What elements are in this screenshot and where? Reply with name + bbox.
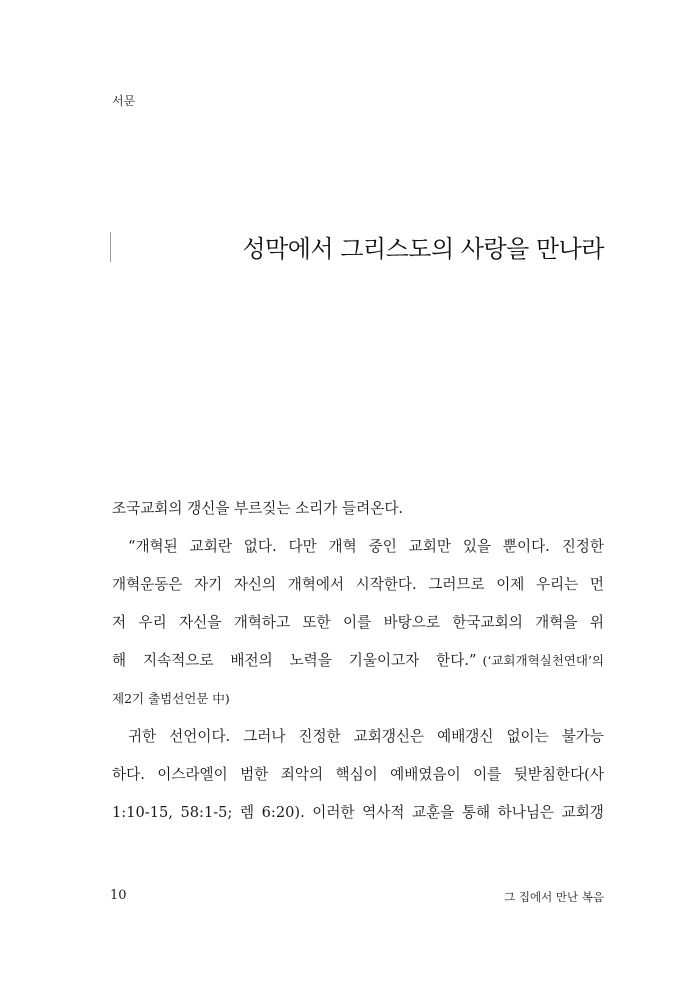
body-line <box>112 642 604 680</box>
body-line <box>112 680 604 718</box>
running-footer: 그 집에서 만난 복음 <box>504 890 604 904</box>
quote-source: (‘교회개혁실천연대’의 <box>482 653 604 668</box>
chapter-title: 성막에서 그리스도의 사랑을 만나라 <box>242 235 604 263</box>
title-rule <box>110 232 111 262</box>
page-number: 10 <box>110 888 127 903</box>
body-line: 1:10-15, 58:1-5; 렘 6:20). 이러한 역사적 교훈을 통해 하나님은 교회갱 <box>112 804 604 821</box>
body-line: 개혁운동은 자기 자신의 개혁에서 시작한다. 그러므로 이제 우리는 먼 <box>112 576 604 593</box>
body-line: 저 우리 자신을 개혁하고 또한 이를 바탕으로 한국교회의 개혁을 위 <box>112 614 604 631</box>
body-text <box>112 490 604 832</box>
quote-end: 해 지속적으로 배전의 노력을 기울이고자 한다.” <box>112 652 477 669</box>
body-line: 하다. 이스라엘이 범한 죄악의 핵심이 예배였음이 이를 뒷받침한다(사 <box>112 766 604 783</box>
body-line: “개혁된 교회란 없다. 다만 개혁 중인 교회만 있을 뿐이다. 진정한 <box>128 538 604 555</box>
paragraph-1: 조국교회의 갱신을 부르짖는 소리가 들려온다. <box>112 500 404 517</box>
body-line <box>112 490 604 528</box>
quote-source-end: 제2기 출범선언문 中) <box>112 691 230 706</box>
running-header: 서문 <box>112 94 136 108</box>
body-line: 귀한 선언이다. 그러나 진정한 교회갱신은 예배갱신 없이는 불가능 <box>128 728 604 745</box>
